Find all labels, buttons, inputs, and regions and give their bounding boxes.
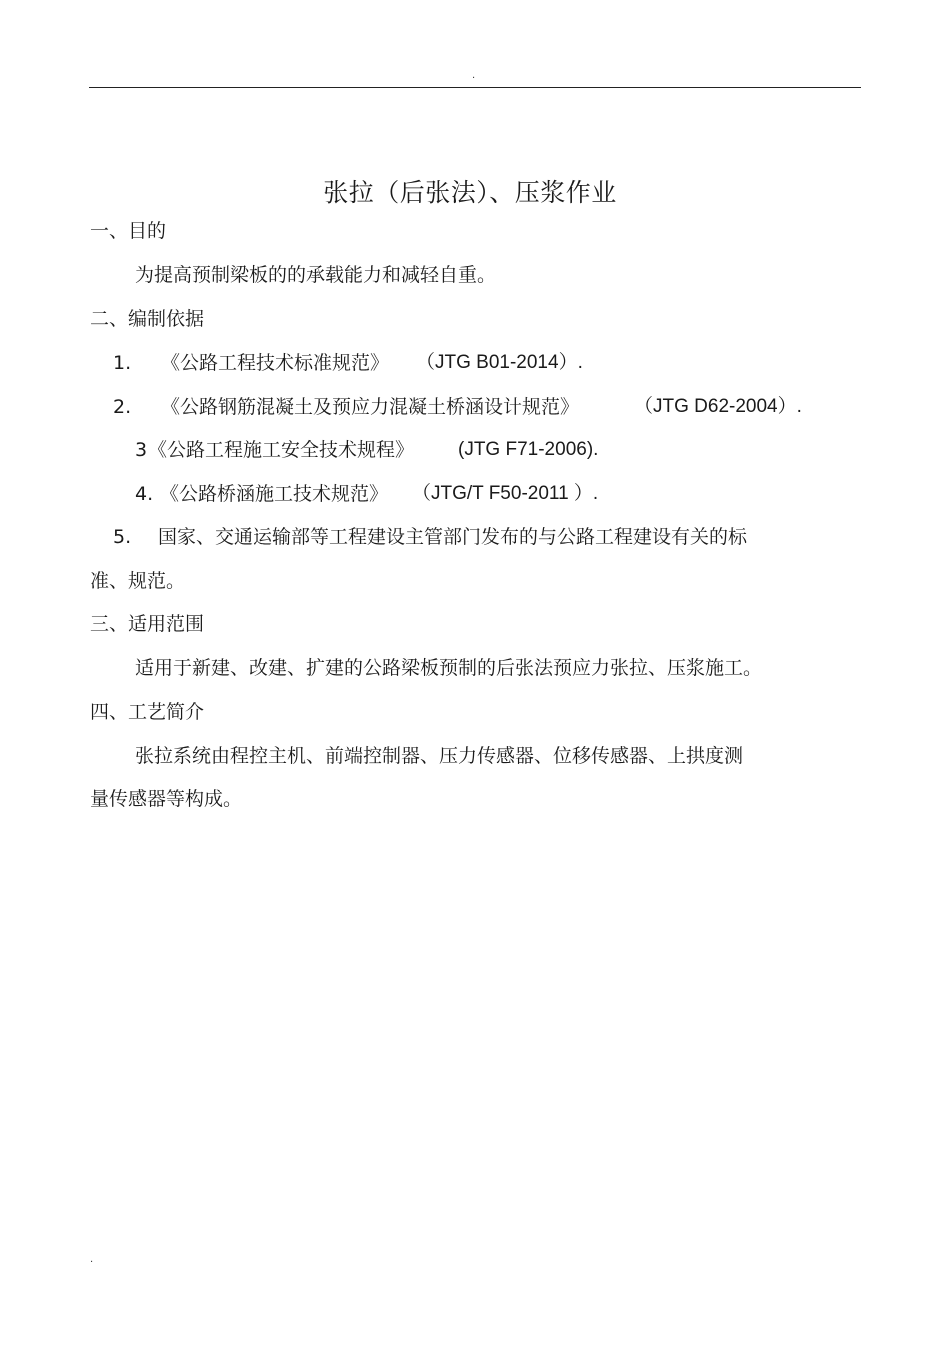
reference-code: （JTG/T F50-2011 ）.: [412, 483, 599, 504]
reference-number: 3: [135, 439, 148, 461]
reference-number: 2.: [113, 396, 132, 418]
header-mark: .: [472, 70, 476, 81]
section-heading-purpose: 一、目的: [90, 220, 167, 242]
reference-text-line1: 国家、交通运输部等工程建设主管部门发布的与公路工程建设有关的标: [158, 526, 748, 548]
reference-title: 《公路钢筋混凝土及预应力混凝土桥涵设计规范》: [161, 396, 580, 418]
section-heading-basis: 二、编制依据: [90, 308, 205, 330]
section-paragraph-process-line1: 张拉系统由程控主机、前端控制器、压力传感器、位移传感器、上拱度测: [135, 745, 744, 767]
reference-code: （JTG B01-2014）.: [416, 352, 583, 373]
reference-code: (JTG F71-2006).: [458, 439, 599, 460]
reference-title: 《公路工程施工安全技术规程》: [148, 439, 415, 461]
section-heading-scope: 三、适用范围: [90, 613, 205, 635]
footer-mark: .: [90, 1254, 94, 1265]
document-title: 张拉（后张法）、压浆作业: [323, 178, 617, 207]
section-heading-process: 四、工艺简介: [90, 701, 205, 723]
reference-title: 《公路工程技术标准规范》: [161, 352, 390, 374]
reference-number: 4.: [135, 483, 154, 505]
section-paragraph-purpose: 为提高预制梁板的的承载能力和减轻自重。: [135, 264, 497, 286]
reference-text-line2: 准、规范。: [90, 570, 186, 592]
section-paragraph-process-line2: 量传感器等构成。: [90, 788, 243, 810]
reference-number: 5.: [113, 526, 132, 548]
section-paragraph-scope: 适用于新建、改建、扩建的公路梁板预制的后张法预应力张拉、压浆施工。: [135, 657, 763, 679]
reference-code: （JTG D62-2004）.: [634, 396, 802, 417]
reference-number: 1.: [113, 352, 132, 374]
header-rule: [89, 87, 861, 88]
reference-title: 《公路桥涵施工技术规范》: [160, 483, 389, 505]
